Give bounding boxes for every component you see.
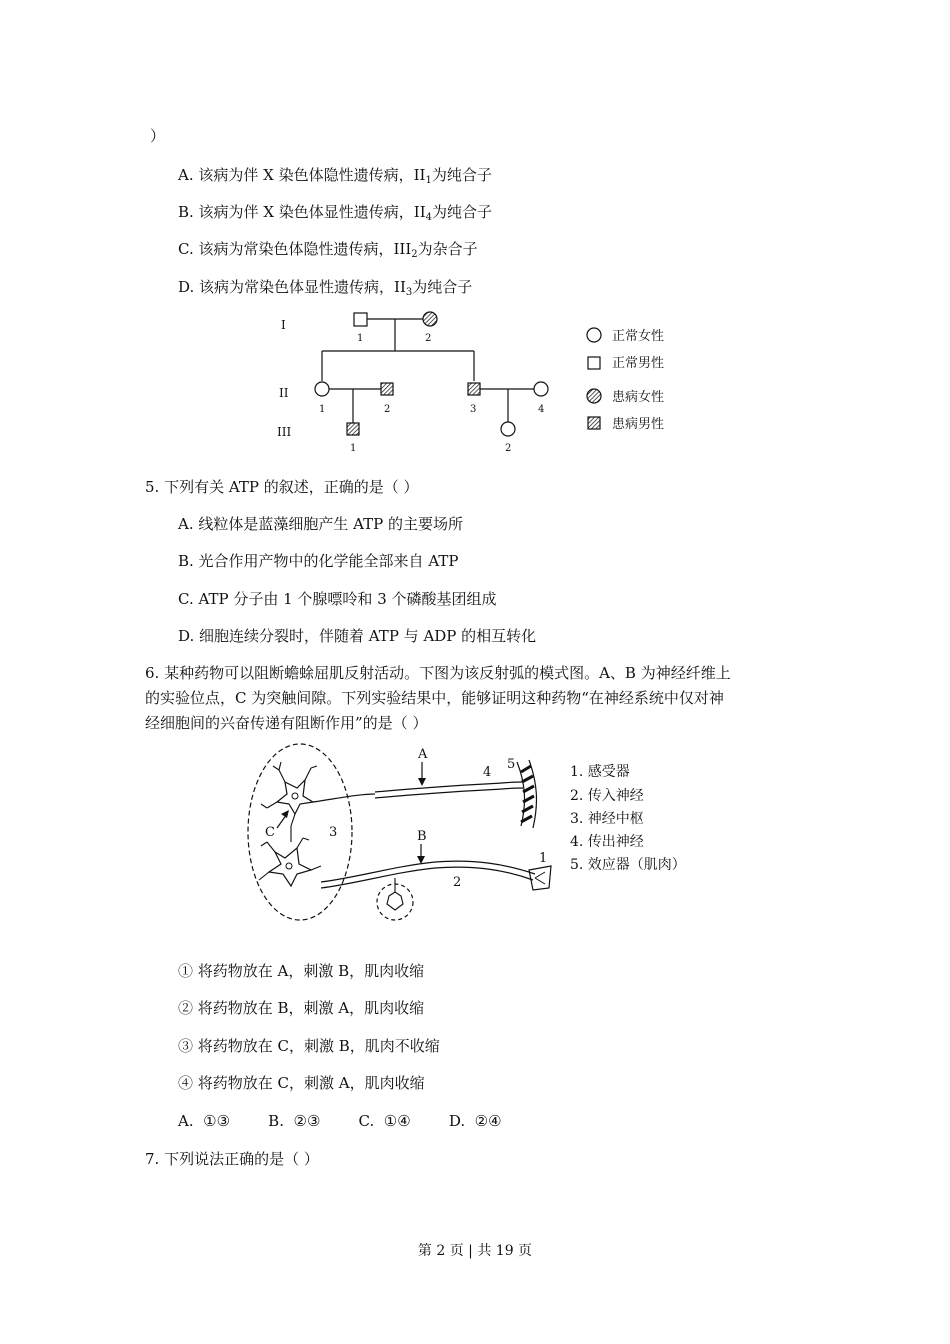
legend-normal-male: 正常男性 <box>612 356 665 371</box>
legend-affected-female: 患病女性 <box>612 390 665 405</box>
pedigree-iii1-number: 1 <box>350 443 357 454</box>
q4-option-c-post: 为杂合子 <box>417 240 478 258</box>
pedigree-i1-normal-male <box>354 313 367 326</box>
generation-label-iii: III <box>277 425 292 439</box>
lower-neuron-dendrites <box>259 838 321 880</box>
q5-option-b: B. 光合作用产物中的化学能全部来自 ATP <box>178 552 459 570</box>
receptor-ending <box>535 872 545 884</box>
q5-option-d: D. 细胞连续分裂时，伴随着 ATP 与 ADP 的相互转化 <box>178 627 537 645</box>
label-part-3: 3 <box>329 825 338 840</box>
label-point-b: B <box>417 829 427 844</box>
q4-option-c <box>178 239 478 265</box>
reflex-arc-diagram <box>245 742 715 932</box>
pedigree-i2-number: 2 <box>425 333 432 344</box>
q4-option-d <box>178 277 472 303</box>
label-point-c: C <box>265 825 275 840</box>
q4-option-b <box>178 202 492 228</box>
pedigree-i2-affected-female <box>423 312 437 326</box>
upper-neuron-dendrites <box>261 762 317 826</box>
q6-stem-line-2: 的实验位点，C 为突触间隙。下列实验结果中，能够证明这种药物“在神经系统中仅对神 <box>145 689 724 707</box>
receptor-box <box>529 866 551 890</box>
q6-stem-line-3: 经细胞间的兴奋传递有阻断作用”的是（ ） <box>145 714 428 732</box>
pedigree-ii3-affected-male <box>468 383 480 395</box>
generation-label-i: I <box>281 318 286 332</box>
q4-option-a <box>178 165 492 191</box>
q4-option-a-post: 为纯合子 <box>431 166 492 184</box>
pedigree-iii2-normal-female <box>501 422 515 436</box>
pedigree-ii2-number: 2 <box>384 404 391 415</box>
q4-option-c-pre: C. 该病为常染色体隐性遗传病，III <box>178 240 412 258</box>
legend-part-3: 3. 神经中枢 <box>570 811 644 827</box>
upper-neuron-body <box>277 780 313 814</box>
q6-statement-2: ② 将药物放在 B，刺激 A，肌肉收缩 <box>178 999 425 1017</box>
ganglion-neuron-body <box>387 892 403 910</box>
legend-normal-female: 正常女性 <box>612 329 665 344</box>
q4-option-b-pre: B. 该病为伴 X 染色体显性遗传病，II <box>178 203 426 221</box>
pedigree-ii4-normal-female <box>534 382 548 396</box>
pedigree-chart <box>265 305 695 460</box>
legend-affected-female-icon <box>587 389 601 403</box>
legend-part-4: 4. 传出神经 <box>570 834 644 850</box>
pedigree-ii2-affected-male <box>381 383 393 395</box>
q5-stem: 5. 下列有关 ATP 的叙述，正确的是（ ） <box>145 478 419 496</box>
pedigree-ii1-normal-female <box>315 382 329 396</box>
legend-normal-female-icon <box>587 328 601 342</box>
pedigree-iii2-number: 2 <box>505 443 512 454</box>
label-part-4: 4 <box>483 765 492 780</box>
page-footer: 第 2 页 | 共 19 页 <box>417 1243 533 1259</box>
q4-option-b-post: 为纯合子 <box>432 203 493 221</box>
q6-choices: A. ①③ B. ②③ C. ①④ D. ②④ <box>178 1112 502 1130</box>
generation-label-ii: II <box>279 386 289 400</box>
efferent-nerve-top <box>375 782 523 792</box>
label-part-1: 1 <box>539 851 548 866</box>
upper-neuron-axon <box>313 794 375 802</box>
legend-affected-male-icon <box>588 417 600 429</box>
q6-statement-3: ③ 将药物放在 C，刺激 B，肌肉不收缩 <box>178 1037 440 1055</box>
label-part-5: 5 <box>507 757 516 772</box>
q7-stem: 7. 下列说法正确的是（ ） <box>145 1150 319 1168</box>
q6-stem-line-1: 6. 某种药物可以阻断蟾蜍屈肌反射活动。下图为该反射弧的模式图。A、B 为神经纤维上 <box>145 664 731 682</box>
legend-normal-male-icon <box>588 357 600 369</box>
label-part-2: 2 <box>453 875 462 890</box>
q4-stem-tail: ） <box>150 127 166 145</box>
pedigree-ii1-number: 1 <box>319 404 326 415</box>
label-point-a: A <box>418 747 428 762</box>
q4-option-a-sub: 1 <box>425 175 432 186</box>
legend-part-2: 2. 传入神经 <box>570 788 644 804</box>
q6-statement-4: ④ 将药物放在 C，刺激 A，肌肉收缩 <box>178 1074 425 1092</box>
q4-option-c-sub: 2 <box>411 249 418 260</box>
q5-option-a: A. 线粒体是蓝藻细胞产生 ATP 的主要场所 <box>178 515 464 533</box>
lower-neuron-nucleus <box>286 863 292 869</box>
pedigree-iii1-affected-male <box>347 423 359 435</box>
legend-part-1: 1. 感受器 <box>570 764 630 780</box>
pedigree-i1-number: 1 <box>357 333 364 344</box>
legend-affected-male: 患病男性 <box>612 417 665 432</box>
q5-option-c: C. ATP 分子由 1 个腺嘌呤和 3 个磷酸基团组成 <box>178 590 497 608</box>
arrow-a-head <box>418 778 426 786</box>
q4-option-a-pre: A. 该病为伴 X 染色体隐性遗传病，II <box>178 166 426 184</box>
legend-part-5: 5. 效应器（肌肉） <box>570 857 686 873</box>
lower-neuron-body <box>269 848 311 886</box>
upper-neuron-nucleus <box>292 793 298 799</box>
q4-option-d-sub: 3 <box>405 287 413 298</box>
pedigree-ii3-number: 3 <box>470 404 477 415</box>
q4-option-d-pre: D. 该病为常染色体显性遗传病，II <box>178 278 406 296</box>
q6-statement-1: ① 将药物放在 A，刺激 B，肌肉收缩 <box>178 962 425 980</box>
q4-option-d-post: 为纯合子 <box>412 278 473 296</box>
q4-option-b-sub: 4 <box>425 212 433 223</box>
pedigree-ii4-number: 4 <box>538 404 545 415</box>
afferent-nerve-bottom <box>321 867 533 888</box>
